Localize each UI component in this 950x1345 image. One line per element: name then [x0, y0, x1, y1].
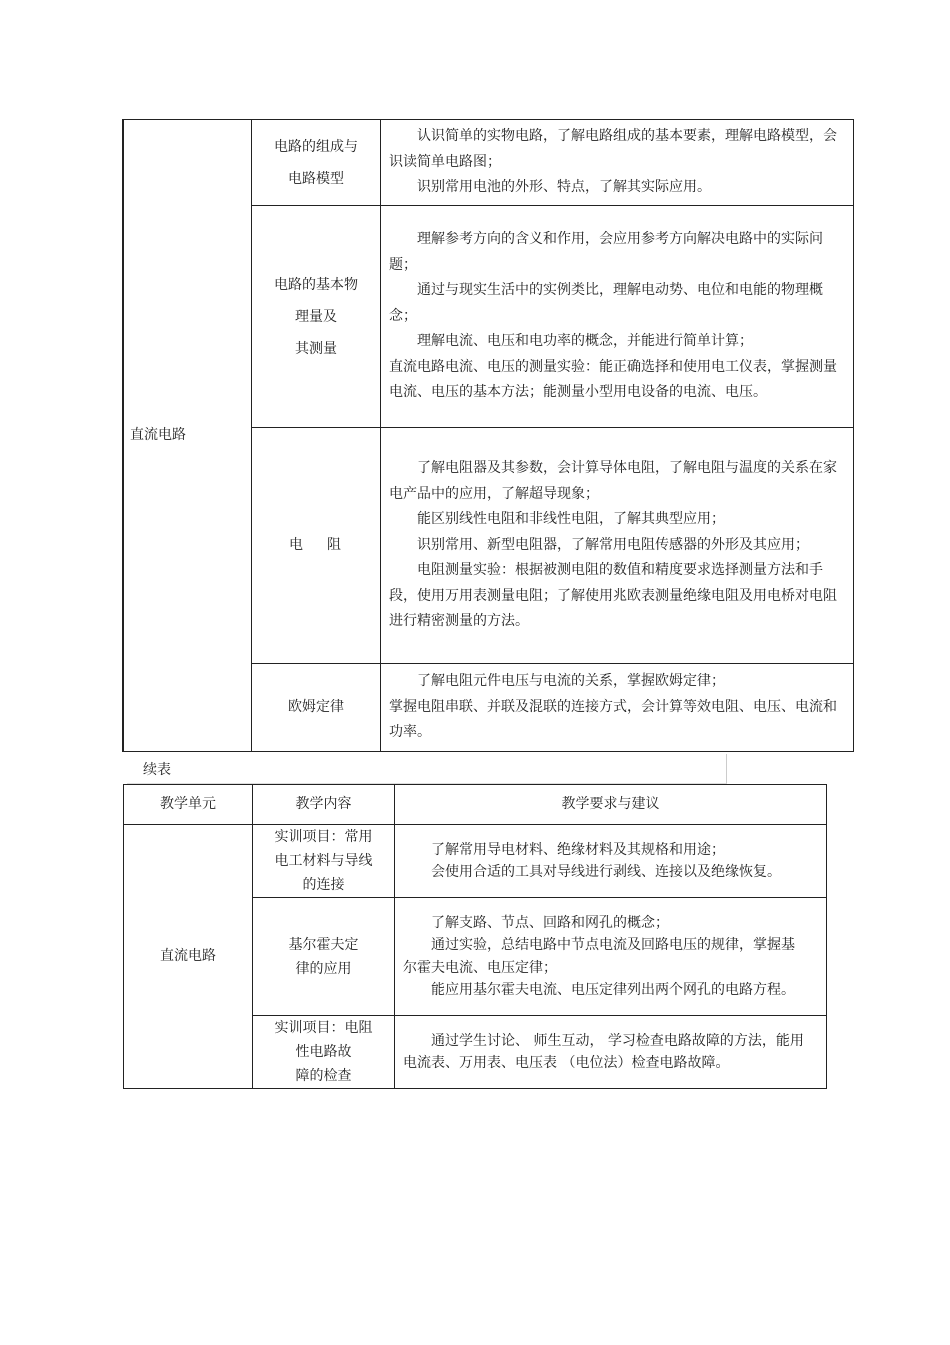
requirement-cell [381, 664, 854, 752]
table-row [123, 120, 854, 206]
requirement-paragraph: 识别常用电池的外形、特点，了解其实际应用。 [417, 179, 711, 196]
requirement-cell [381, 120, 854, 206]
requirement-paragraph: 了解常用导电材料、绝缘材料及其规格和用途； [431, 841, 725, 858]
content-line: 电路模型 [288, 170, 344, 187]
teaching-content-cell [253, 898, 395, 1016]
requirement-paragraph: 了解电阻元件电压与电流的关系，掌握欧姆定律； [417, 673, 725, 690]
curriculum-table [123, 784, 827, 1089]
requirement-paragraph: 直流电路电流、电压的测量实验：能正确选择和使用电工仪表，掌握测量电流、电压的基本方法；能测量小型用电设备的电流、电压。 [389, 358, 837, 401]
teaching-content-cell [253, 825, 395, 898]
content-line: 基尔霍夫定 [288, 936, 359, 953]
teaching-content-cell [253, 1016, 395, 1089]
content-line: 电路的基本物 [274, 276, 358, 293]
content-line: 律的应用 [295, 960, 352, 977]
content-line: 性电路故 [295, 1044, 352, 1060]
content-line: 其测量 [295, 340, 337, 357]
content-line: 的连接 [302, 877, 345, 893]
requirement-paragraph: 认识简单的实物电路，了解电路组成的基本要素，理解电路模型，会识读简单电路图； [389, 128, 837, 170]
requirement-paragraph: 能应用基尔霍夫电流、电压定律列出两个网孔的电路方程。 [431, 982, 795, 998]
requirement-paragraph: 通过学生讨论、 师生互动， 学习检查电路故障的方法，能用电流表、万用表、电压表 （电位法）检查电路故障。 [403, 1032, 804, 1071]
teaching-content-cell [252, 664, 381, 752]
content-line: 实训项目：电阻 [274, 1020, 373, 1036]
header-teaching-unit: 教学单元 [124, 785, 253, 825]
requirement-paragraph: 通过与现实生活中的实例类比，理解电动势、电位和电能的物理概念； [389, 282, 823, 324]
content-line: 实训项目：常用 [274, 829, 373, 845]
requirement-paragraph: 理解电流、电压和电功率的概念，并能进行简单计算； [417, 333, 753, 350]
teaching-content-cell [252, 120, 381, 206]
table-header-row [124, 785, 827, 825]
requirement-paragraph: 了解电阻器及其参数，会计算导体电阻，了解电阻与温度的关系在家电产品中的应用，了解超导现象； [389, 460, 837, 502]
requirement-paragraph: 通过实验，总结电路中节点电流及回路电压的规律，掌握基尔霍夫电流、电压定律； [403, 937, 795, 976]
teaching-unit-cell [123, 120, 252, 752]
requirement-cell [381, 206, 854, 428]
teaching-content-cell [252, 428, 381, 664]
teaching-unit-label: 直流电路 [130, 426, 186, 443]
requirement-cell [395, 825, 827, 898]
header-requirements: 教学要求与建议 [395, 785, 827, 825]
requirement-paragraph: 了解支路、节点、回路和网孔的概念； [431, 914, 669, 931]
content-line: 欧姆定律 [288, 698, 344, 715]
table-row [124, 825, 827, 898]
content-line: 理量及 [295, 308, 337, 325]
header-teaching-content: 教学内容 [253, 785, 395, 825]
requirement-paragraph: 电阻测量实验：根据被测电阻的数值和精度要求选择测量方法和手段，使用万用表测量电阻；了解使用兆欧表测量绝缘电阻及用电桥对电阻进行精密测量的方法。 [389, 562, 837, 630]
content-line: 电阻 [289, 536, 365, 553]
requirement-paragraph: 识别常用、新型电阻器，了解常用电阻传感器的外形及其应用； [417, 536, 809, 553]
requirement-paragraph: 会使用合适的工具对导线进行剥线、连接以及绝缘恢复。 [431, 864, 781, 880]
requirement-paragraph: 掌握电阻串联、并联及混联的连接方式，会计算等效电阻、电压、电流和功率。 [389, 698, 837, 741]
teaching-unit-cell [124, 825, 253, 1089]
table-caption: 续表 [127, 754, 727, 784]
content-line: 障的检查 [295, 1068, 352, 1084]
requirement-cell [395, 898, 827, 1016]
requirement-paragraph: 能区别线性电阻和非线性电阻，了解其典型应用； [417, 511, 725, 528]
content-line: 电路的组成与 [274, 138, 358, 155]
requirement-paragraph: 理解参考方向的含义和作用，会应用参考方向解决电路中的实际问题； [389, 231, 823, 273]
teaching-content-cell [252, 206, 381, 428]
teaching-unit-label: 直流电路 [160, 948, 216, 965]
requirement-cell [395, 1016, 827, 1089]
curriculum-table-continued-top [122, 119, 854, 752]
requirement-cell [381, 428, 854, 664]
content-line: 电工材料与导线 [274, 853, 373, 869]
